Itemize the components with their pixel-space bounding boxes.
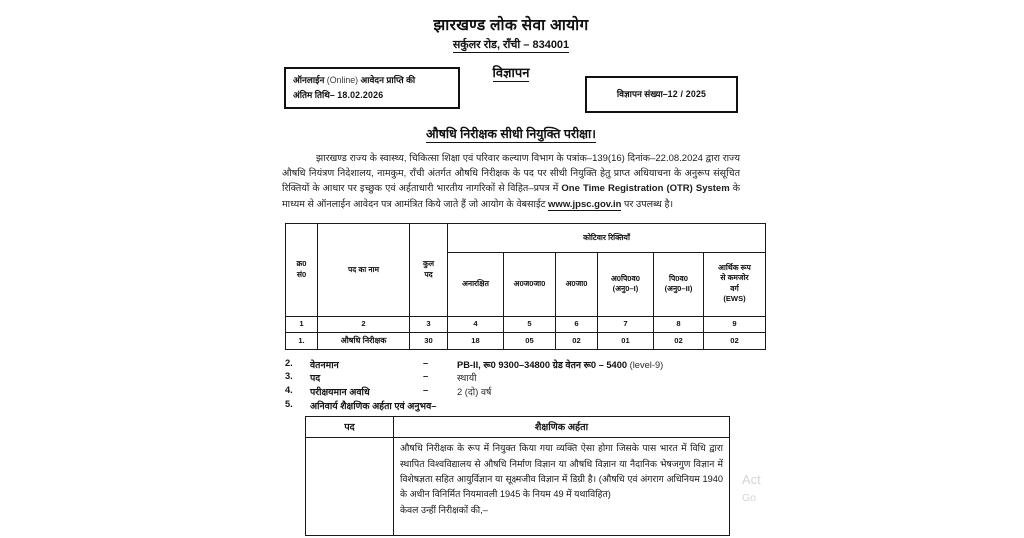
header-cat-obc2-l2: (अनु0–II) (664, 284, 693, 294)
list-item-number: 3. (285, 371, 293, 382)
last-date-label: अंतिम तिथि– (293, 90, 335, 100)
advertisement-number-box (585, 76, 738, 113)
details-list (280, 358, 742, 412)
colnum-5: 5 (504, 316, 556, 332)
pay-scale-value: PB-II, रू0 9300–34800 ग्रेड वेतन रू0 – 5400 (457, 359, 628, 370)
qualification-header-row (306, 417, 730, 438)
colnum-3: 3 (410, 316, 448, 332)
header-cat-obc2-l1: पि0व0 (669, 273, 688, 283)
header-cat-ews-l2: से कमजोर (720, 273, 749, 283)
list-item-number: 2. (285, 357, 293, 368)
advertisement-heading-text: विज्ञापन (492, 65, 530, 80)
document-body (280, 0, 751, 536)
paragraph-part-1: झारखण्ड राज्य के स्वास्थ्य, चिकित्सा शिक्षा एवं परिवार कल्याण विभाग के पत्रांक–139(16) दिनांक–22.08.2024 द्वारा राज्य औषधि नियंत्रण निदेशालय, नामकुम, राँची अंतर्गत औषधि निरीक्षक के पद पर सीधी नियुक्ति हेतु प्राप्त अधियाचना के अनुरूप संसूचित रिक्तियों के आधार पर इच्छुक एवं अर्हताधारी भारतीय नागरिकों से विहित–प्रपत्र में (282, 153, 740, 195)
list-item-label: परीक्षयमान अवधि (310, 387, 370, 397)
header-total-posts (410, 223, 448, 316)
cell-sc: 02 (556, 332, 598, 349)
watermark-line-1: Act (742, 472, 761, 487)
online-deadline-box (284, 67, 460, 109)
cell-st: 05 (504, 332, 556, 349)
cell-obc2: 02 (654, 332, 704, 349)
exam-title (280, 125, 742, 142)
header-cat-unreserved: अनारक्षित (448, 252, 504, 316)
header-cat-ews-l1: आर्थिक रूप (718, 262, 751, 272)
header-cat-obc2 (654, 252, 704, 316)
advt-number-label: विज्ञापन संख्या– (616, 89, 668, 99)
online-label-post: आवेदन प्राप्ति की (360, 75, 416, 85)
paragraph-part-2: के माध्यम से ऑनलाईन आवेदन पत्र आमंत्रित किये जाते हैं जो आयोग के वेबसाईट (282, 183, 741, 210)
info-boxes-row (280, 67, 742, 111)
watermark-line-2: Go (742, 492, 757, 504)
cell-unreserved: 18 (448, 332, 504, 349)
intro-paragraph (280, 151, 742, 212)
list-item (285, 358, 742, 372)
header-sl-no-l1: क्र0 (296, 259, 307, 269)
qual-header-qualification: शैक्षणिक अर्हता (394, 417, 730, 438)
pay-scale-level: (level-9) (627, 359, 664, 370)
paragraph-part-3: पर उपलब्ध है। (621, 198, 674, 210)
organization-address-text: सर्कुलर रोड, राँची – 834001 (452, 39, 570, 51)
list-item (285, 385, 742, 399)
colnum-4: 4 (448, 316, 504, 332)
list-item-label: अनिवार्य शैक्षणिक अर्हता एवं अनुभव– (310, 400, 437, 411)
list-item-dash: – (423, 357, 429, 368)
list-item-value: 2 (दो) वर्ष (457, 387, 492, 397)
header-cat-obc1-l1: अ0पि0व0 (611, 273, 640, 283)
header-total-l1: कुल (423, 259, 434, 269)
header-cat-st: अ0ज0जा0 (504, 252, 556, 316)
vacancy-table (285, 223, 766, 350)
vacancy-table-wrapper (280, 223, 751, 350)
colnum-9: 9 (704, 316, 766, 332)
header-cat-ews-l4: (EWS) (723, 294, 746, 304)
header-category-wise: कोटिवार रिक्तियाँ (448, 223, 766, 252)
colnum-7: 7 (598, 316, 654, 332)
header-cat-sc: अ0जा0 (556, 252, 598, 316)
windows-activation-watermark (742, 470, 761, 508)
header-cat-ews-l3: वर्ग (730, 283, 739, 293)
cell-sl: 1. (286, 332, 318, 349)
qual-sub-line: केवल उन्हीं निरीक्षकों की,– (400, 504, 488, 515)
list-item (285, 399, 742, 413)
qual-header-post: पद (306, 417, 394, 438)
vacancy-column-number-row (286, 316, 766, 332)
list-item-value (457, 358, 663, 371)
advt-number-value: 12 / 2025 (667, 89, 707, 99)
online-deadline-line2 (293, 88, 451, 103)
qual-cell-post (306, 438, 394, 536)
qual-cell-text (394, 438, 730, 536)
list-item-number: 4. (285, 385, 293, 395)
cell-post-name: औषधि निरीक्षक (318, 332, 410, 349)
colnum-6: 6 (556, 316, 598, 332)
vacancy-header-row-top (286, 223, 766, 252)
colnum-8: 8 (654, 316, 704, 332)
list-item (285, 371, 742, 385)
cell-ews: 02 (704, 332, 766, 349)
list-item-dash: – (423, 385, 429, 395)
otr-system-term: One Time Registration (OTR) System (561, 183, 730, 195)
advertisement-number-line (594, 87, 729, 102)
header-total-l2: पद (424, 269, 433, 279)
jpsc-website-link[interactable]: www.jpsc.gov.in (548, 198, 622, 210)
cell-total: 30 (410, 332, 448, 349)
colnum-1: 1 (286, 316, 318, 332)
online-label-pre: ऑनलाईन (293, 75, 325, 85)
last-date-value: 18.02.2026 (337, 90, 384, 100)
qualification-body-row (306, 438, 730, 536)
header-cat-obc1-l2: (अनु0–I) (612, 284, 639, 294)
list-item-value: स्थायी (457, 373, 477, 384)
qual-paragraph: औषधि निरीक्षक के रूप में नियुक्त किया गया व्यक्ति ऐसा होगा जिसके पास भारत में विधि द्वारा स्थापित विश्वविद्यालय से औषधि निर्माण विज्ञान या औषधि विज्ञान या नैदानिक भेषजगुण विज्ञान में विशेषज्ञता सहित आयुर्विज्ञान या सूक्ष्मजीव विज्ञान में डिग्री है। (औषधि एवं अंगराग अधिनियम 1940 के अधीन विनिर्मित नियमावली 1945 के नियम 49 में यथाविहित) (400, 443, 723, 500)
header-sl-no-l2: सं0 (296, 269, 307, 279)
list-item-number: 5. (285, 398, 293, 409)
header-cat-obc1 (598, 252, 654, 316)
cell-obc1: 01 (598, 332, 654, 349)
list-item-label: पद (310, 373, 321, 384)
table-row (286, 332, 766, 349)
exam-title-text: औषधि निरीक्षक सीधी नियुक्ति परीक्षा। (426, 127, 596, 141)
organization-title: झारखण्ड लोक सेवा आयोग (433, 17, 589, 34)
list-item-dash: – (423, 371, 429, 382)
header-cat-ews (704, 252, 766, 316)
qualification-table (305, 416, 730, 536)
online-label-english: (Online) (326, 75, 359, 85)
list-item-label: वेतनमान (310, 359, 339, 370)
online-deadline-line1 (293, 73, 451, 88)
header-post-name: पद का नाम (318, 223, 410, 316)
organization-address (280, 37, 742, 52)
colnum-2: 2 (318, 316, 410, 332)
header-sl-no (286, 223, 318, 316)
qualification-table-wrapper (280, 416, 742, 536)
